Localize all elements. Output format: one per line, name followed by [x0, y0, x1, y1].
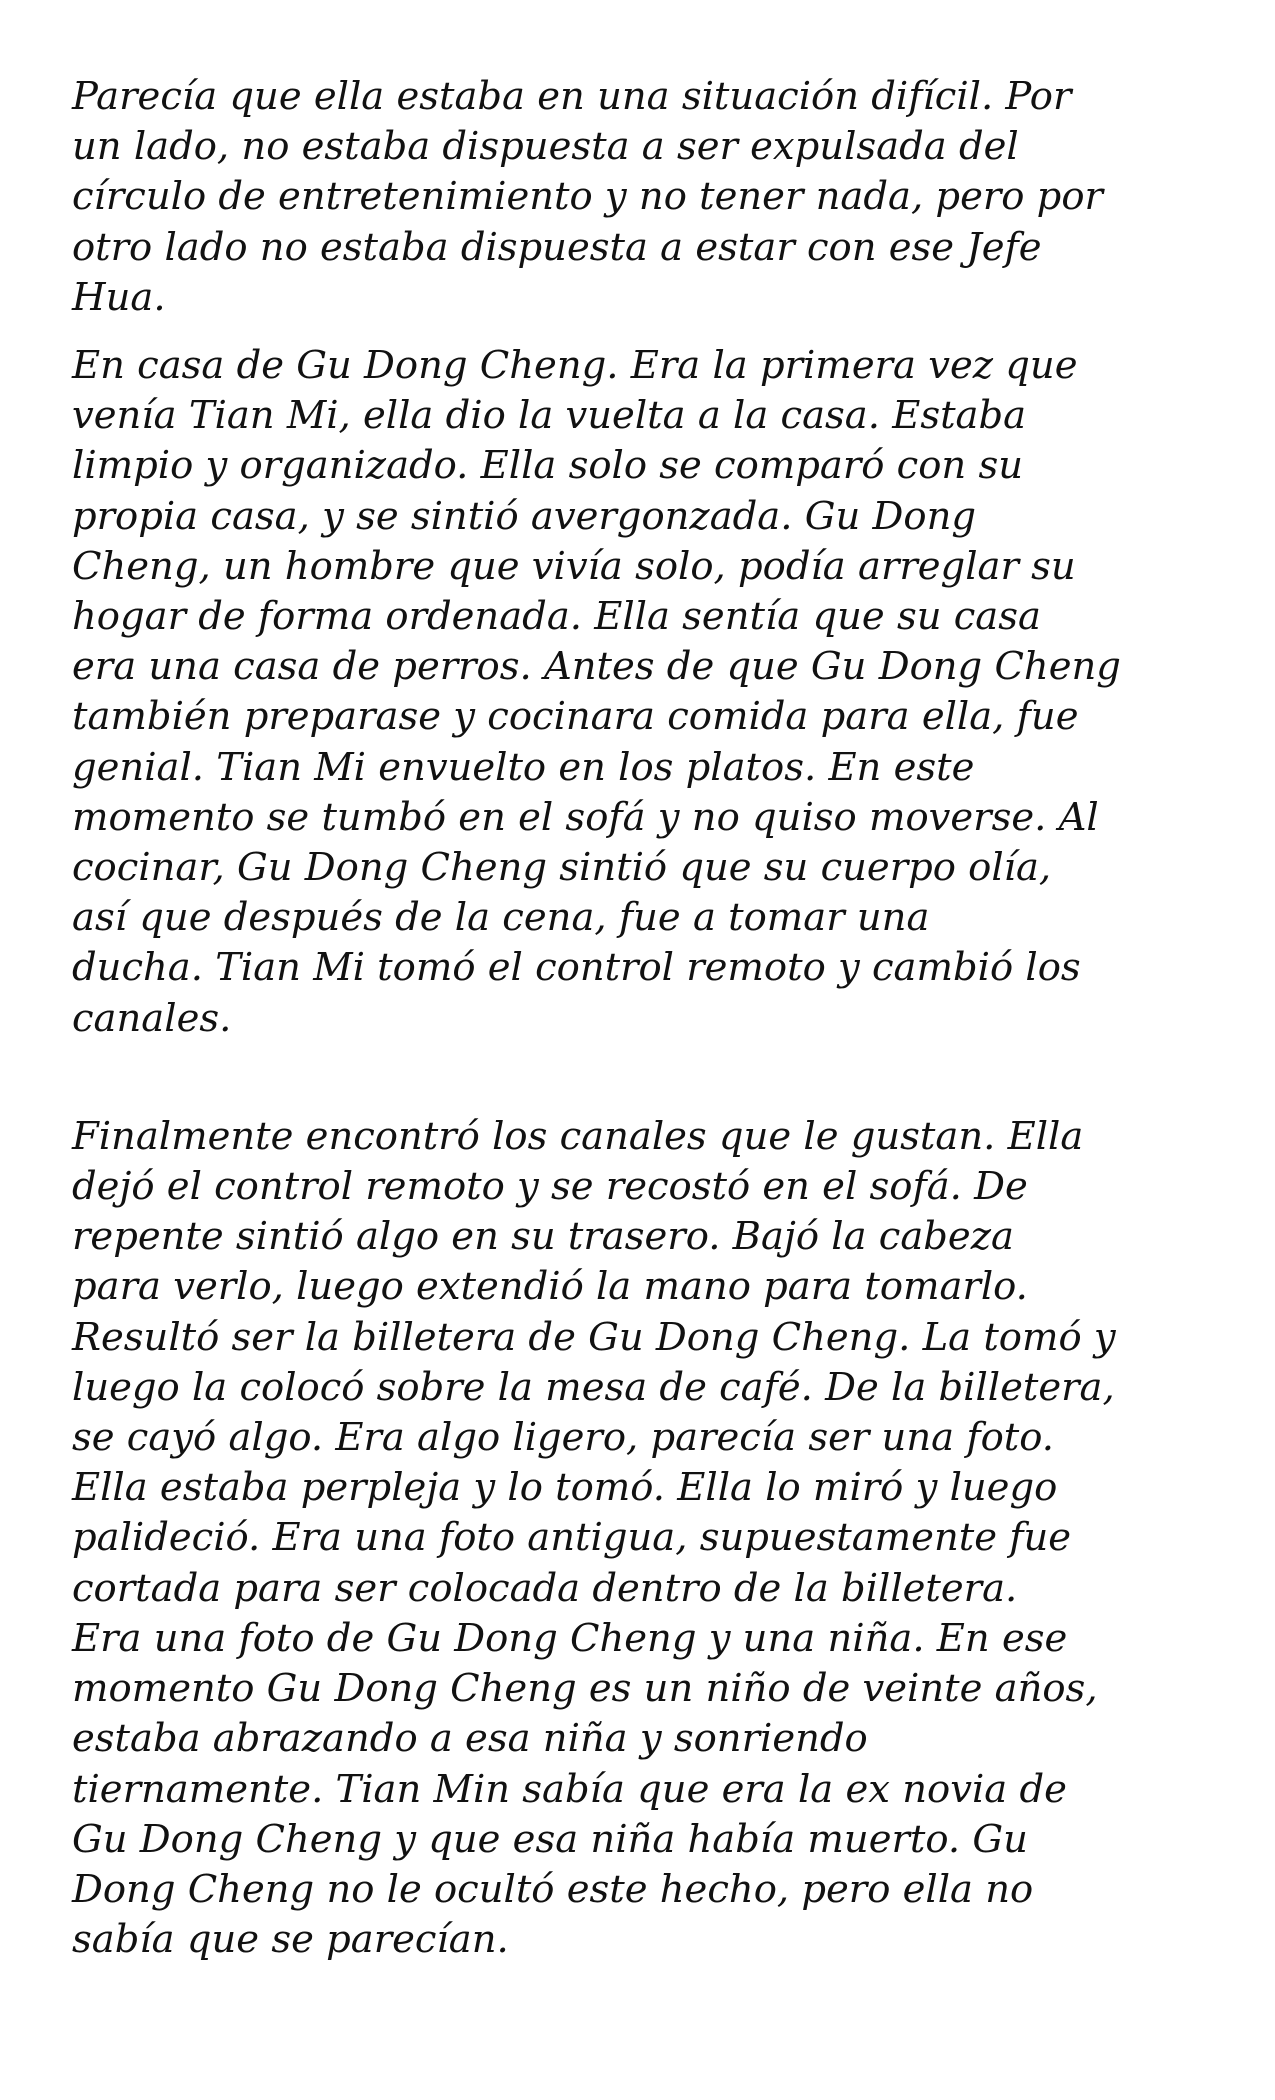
- text-line: Gu Dong Cheng y que esa niña había muerto. Gu: [72, 1816, 1028, 1862]
- document-page: [72, 72, 1222, 1965]
- text-line: momento Gu Dong Cheng es un niño de veinte años,: [72, 1666, 1098, 1712]
- text-line: repente sintió algo en su trasero. Bajó la cabeza: [72, 1214, 1014, 1260]
- text-line: canales.: [72, 995, 232, 1041]
- paragraph-3: [72, 1112, 1222, 1965]
- paragraph-1: [72, 72, 1222, 323]
- text-line: Parecía que ella estaba en una situación difícil. Por: [72, 74, 1072, 119]
- text-line: dejó el control remoto y se recostó en el sofá. De: [72, 1164, 1028, 1210]
- text-line: Ella estaba perpleja y lo tomó. Ella lo miró y luego: [72, 1465, 1058, 1511]
- text-line: estaba abrazando a esa niña y sonriendo: [72, 1716, 868, 1762]
- text-line: Cheng, un hombre que vivía solo, podía arreglar su: [72, 543, 1076, 589]
- text-line: luego la colocó sobre la mesa de café. De la billetera,: [72, 1364, 1115, 1410]
- text-line: limpio y organizado. Ella solo se comparó con su: [72, 443, 1024, 489]
- text-line: así que después de la cena, fue a tomar una: [72, 895, 930, 941]
- text-line: era una casa de perros. Antes de que Gu Dong Cheng: [72, 644, 1121, 690]
- paragraph-spacer: [72, 323, 1222, 341]
- text-line: círculo de entretenimiento y no tener nada, pero por: [72, 174, 1103, 220]
- text-line: tiernamente. Tian Min sabía que era la ex novia de: [72, 1766, 1067, 1812]
- text-line: venía Tian Mi, ella dio la vuelta a la casa. Estaba: [72, 393, 1027, 439]
- text-line: palideció. Era una foto antigua, supuestamente fue: [72, 1515, 1072, 1561]
- text-line: ducha. Tian Mi tomó el control remoto y cambió los: [72, 945, 1081, 991]
- text-line: cocinar, Gu Dong Cheng sintió que su cuerpo olía,: [72, 845, 1052, 891]
- text-line: propia casa, y se sintió avergonzada. Gu Dong: [72, 493, 977, 539]
- text-line: un lado, no estaba dispuesta a ser expulsada del: [72, 124, 1019, 170]
- paragraph-2: [72, 341, 1222, 1044]
- text-line: Resultó ser la billetera de Gu Dong Cheng. La tomó y: [72, 1314, 1116, 1360]
- text-line: otro lado no estaba dispuesta a estar con ese Jefe: [72, 224, 1042, 270]
- text-line: cortada para ser colocada dentro de la billetera.: [72, 1565, 1018, 1611]
- text-line: Era una foto de Gu Dong Cheng y una niña. En ese: [72, 1615, 1068, 1661]
- text-line: Finalmente encontró los canales que le gustan. Ella: [72, 1113, 1084, 1159]
- text-line: para verlo, luego extendió la mano para tomarlo.: [72, 1264, 1028, 1310]
- text-line: En casa de Gu Dong Cheng. Era la primera vez que: [72, 343, 1078, 389]
- text-line: momento se tumbó en el sofá y no quiso moverse. Al: [72, 794, 1099, 840]
- text-line: sabía que se parecían.: [72, 1917, 509, 1963]
- text-line: Dong Cheng no le ocultó este hecho, pero ella no: [72, 1866, 1034, 1912]
- text-line: también preparase y cocinara comida para ella, fue: [72, 694, 1079, 740]
- text-line: Hua.: [72, 274, 166, 320]
- text-line: se cayó algo. Era algo ligero, parecía ser una foto.: [72, 1415, 1054, 1461]
- text-line: hogar de forma ordenada. Ella sentía que su casa: [72, 594, 1041, 640]
- paragraph-spacer: [72, 1044, 1222, 1112]
- text-line: genial. Tian Mi envuelto en los platos. En este: [72, 744, 975, 790]
